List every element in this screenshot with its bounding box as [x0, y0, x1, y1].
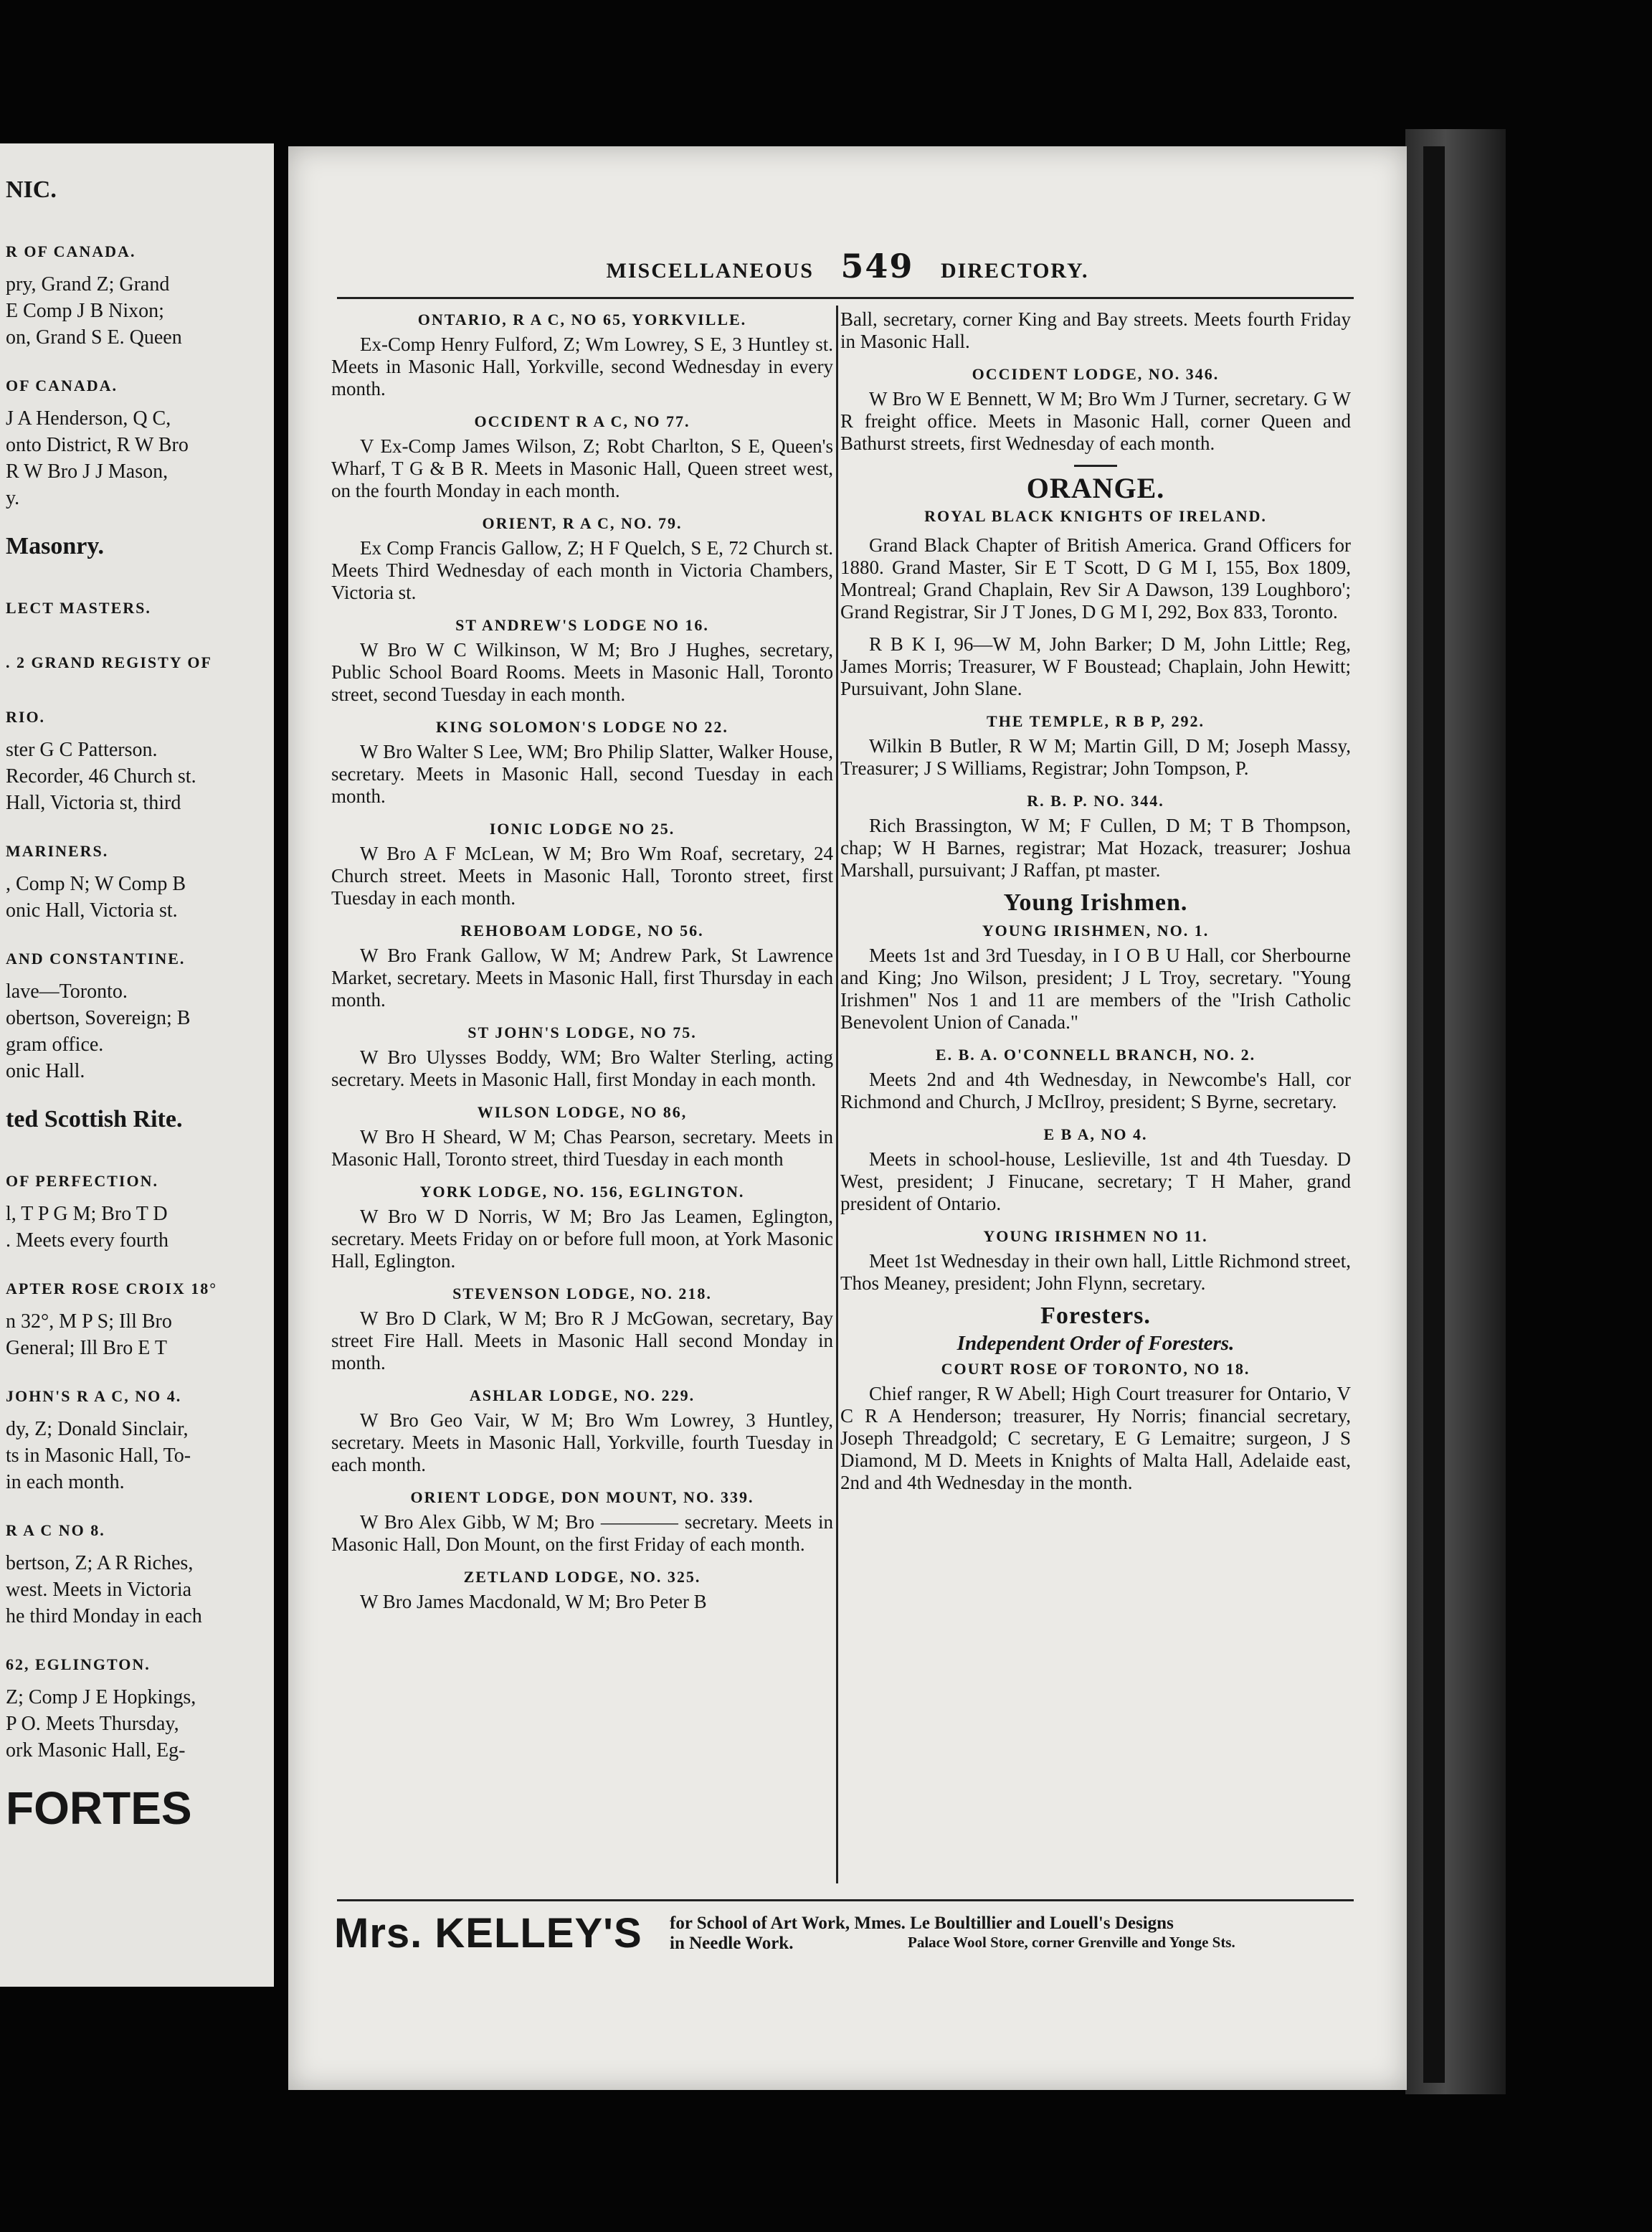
entry-body: Grand Black Chapter of British America. Grand Officers for 1880. Grand Master, Sir E T Scott, D G M I, 155, Box 1809, Montreal; Grand Chaplain, Rev Sir A Dawson, 139 Loughboro'; Grand Registrar, Sir J T Jones, D G M I, 292, Box 833, Toronto. — [840, 534, 1351, 623]
left-page-line: OF CANADA. — [6, 377, 118, 394]
lodge-entry — [331, 1101, 833, 1171]
book-binding-shadow — [1405, 129, 1506, 2094]
lodge-entry — [331, 1384, 833, 1476]
left-page-line: 62, EGLINGTON. — [6, 1655, 151, 1673]
lodge-entry — [331, 1181, 833, 1272]
entry-title: ORIENT, R A C, NO. 79. — [482, 514, 683, 532]
entry-title: THE TEMPLE, R B P, 292. — [987, 712, 1205, 730]
entry-title: ST ANDREW'S LODGE NO 16. — [455, 616, 709, 634]
entry-body: W Bro D Clark, W M; Bro R J McGowan, secretary, Bay street Fire Hall. Meets in Masonic Hall second Monday in month. — [331, 1307, 833, 1373]
entry-title: YOUNG IRISHMEN NO 11. — [983, 1227, 1208, 1245]
left-page-line: Recorder, 46 Church st. — [6, 765, 196, 788]
left-page-line: Hall, Victoria st, third — [6, 792, 181, 814]
column-divider — [836, 306, 838, 1883]
column-right — [840, 308, 1351, 1504]
entry-rbki — [840, 633, 1351, 700]
entry-title: ASHLAR LODGE, NO. 229. — [469, 1386, 696, 1404]
left-page-line: , Comp N; W Comp B — [6, 873, 186, 895]
entry-body: W Bro Alex Gibb, W M; Bro ———— secretary. Meets in Masonic Hall, Don Mount, on the first Friday of each month. — [331, 1511, 833, 1555]
entry-title: COURT ROSE OF TORONTO, NO 18. — [941, 1360, 1250, 1378]
left-page-line: gram office. — [6, 1034, 104, 1056]
entry-title: IONIC LODGE NO 25. — [489, 820, 675, 838]
left-page-line: AND CONSTANTINE. — [6, 950, 186, 968]
entry-title: ZETLAND LODGE, NO. 325. — [463, 1568, 701, 1586]
left-page-line: R W Bro J J Mason, — [6, 460, 168, 483]
lodge-entry — [331, 1566, 833, 1613]
left-page-line: ster G C Patterson. — [6, 739, 158, 761]
entry-body: Meets in school-house, Leslieville, 1st and 4th Tuesday. D West, president; J Finucane, secretary; T H Maher, grand president of Ontario. — [840, 1148, 1351, 1214]
left-page-line: . 2 GRAND REGISTY OF — [6, 653, 212, 671]
advert-line-1: for School of Art Work, Mmes. Le Boultillier and Louell's Designs — [670, 1914, 1174, 1933]
left-page-line: in each month. — [6, 1471, 125, 1493]
entry-title: OCCIDENT LODGE, NO. 346. — [972, 365, 1220, 383]
entry-eba-4 — [840, 1123, 1351, 1215]
section-subheading-italic: Independent Order of Foresters. — [956, 1332, 1235, 1355]
left-page-line: Z; Comp J E Hopkings, — [6, 1686, 196, 1708]
entry-the-temple — [840, 710, 1351, 780]
left-page-line: . Meets every fourth — [6, 1229, 169, 1252]
left-page-line: pry, Grand Z; Grand — [6, 273, 170, 295]
left-page-line: P O. Meets Thursday, — [6, 1713, 179, 1735]
entry-body: W Bro Ulysses Boddy, WM; Bro Walter Sterling, acting secretary. Meets in Masonic Hall, first Monday in each month. — [331, 1046, 833, 1090]
directory-page — [288, 146, 1407, 2090]
section-rule — [1074, 465, 1117, 467]
entry-body: W Bro H Sheard, W M; Chas Pearson, secretary. Meets in Masonic Hall, Toronto street, third Tuesday in each month — [331, 1126, 833, 1170]
column-left — [331, 308, 833, 1623]
left-page-line: onto District, R W Bro — [6, 434, 189, 456]
left-page-line: ted Scottish Rite. — [6, 1107, 183, 1132]
entry-body: Ball, secretary, corner King and Bay streets. Meets fourth Friday in Masonic Hall. — [840, 308, 1351, 352]
entry-body: W Bro W C Wilkinson, W M; Bro J Hughes, secretary, Public School Board Rooms. Meets in Masonic Hall, Toronto street, second Tuesday in each month. — [331, 639, 833, 705]
entry-title: R. B. P. NO. 344. — [1027, 792, 1164, 810]
left-page-line: LECT MASTERS. — [6, 599, 151, 617]
entry-body: W Bro Frank Gallow, W M; Andrew Park, St Lawrence Market, secretary. Meets in Masonic Hall, first Thursday in each month. — [331, 945, 833, 1011]
entry-title: YORK LODGE, NO. 156, EGLINGTON. — [419, 1183, 745, 1201]
entry-body: W Bro James Macdonald, W M; Bro Peter B — [360, 1591, 707, 1612]
entry-title: ST JOHN'S LODGE, NO 75. — [467, 1023, 697, 1041]
entry-eba-oconnell — [840, 1044, 1351, 1113]
lodge-entry — [331, 1486, 833, 1556]
lodge-entry — [331, 1021, 833, 1091]
entry-title: ORIENT LODGE, DON MOUNT, NO. 339. — [410, 1488, 754, 1506]
header-rule — [337, 297, 1354, 299]
left-page-line: ts in Masonic Hall, To- — [6, 1444, 191, 1467]
left-page-line: onic Hall. — [6, 1060, 85, 1082]
section-heading-young-irishmen: Young Irishmen. — [1003, 889, 1188, 916]
left-page-line: lave—Toronto. — [6, 980, 128, 1003]
left-page-line: General; Ill Bro E T — [6, 1337, 167, 1359]
left-page-line: NIC. — [6, 178, 57, 202]
left-page-line: R A C NO 8. — [6, 1521, 105, 1539]
entry-body: W Bro Geo Vair, W M; Bro Wm Lowrey, 3 Huntley, secretary. Meets in Masonic Hall, Yorkville, fourth Tuesday in each month. — [331, 1409, 833, 1475]
left-page-line: APTER ROSE CROIX 18° — [6, 1280, 218, 1297]
left-page-line: dy, Z; Donald Sinclair, — [6, 1418, 189, 1440]
lodge-entry — [331, 818, 833, 909]
entry-title: YOUNG IRISHMEN, NO. 1. — [982, 922, 1210, 940]
section-heading-orange: ORANGE. — [1026, 472, 1165, 504]
advert-name: Mrs. KELLEY'S — [334, 1910, 642, 1957]
page-header — [288, 247, 1407, 290]
continuation-entry — [840, 308, 1351, 353]
left-page-line: on, Grand S E. Queen — [6, 326, 182, 349]
entry-body: Meets 2nd and 4th Wednesday, in Newcombe's Hall, cor Richmond and Church, J McIlroy, president; S Byrne, secretary. — [840, 1069, 1351, 1112]
entry-body: W Bro W E Bennett, W M; Bro Wm J Turner, secretary. G W R freight office. Meets in Masonic Hall, corner Queen and Bathurst streets, first Wednesday of each month. — [840, 388, 1351, 454]
left-page-line: J A Henderson, Q C, — [6, 407, 171, 430]
advert-line-3: Palace Wool Store, corner Grenville and Yonge Sts. — [908, 1934, 1235, 1951]
left-page-line: bertson, Z; A R Riches, — [6, 1552, 194, 1574]
lodge-entry — [331, 410, 833, 502]
entry-occident-lodge — [840, 363, 1351, 455]
lodge-entry — [331, 1282, 833, 1374]
footer-rule — [337, 1899, 1354, 1901]
entry-rbp-344 — [840, 790, 1351, 881]
left-page-line: he third Monday in each — [6, 1605, 202, 1627]
entry-title: STEVENSON LODGE, NO. 218. — [452, 1285, 712, 1302]
entry-young-irishmen-11 — [840, 1225, 1351, 1295]
left-page-line: OF PERFECTION. — [6, 1172, 158, 1190]
header-right: DIRECTORY. — [940, 259, 1089, 283]
left-page-fragment — [0, 143, 274, 1987]
entry-body: W Bro A F McLean, W M; Bro Wm Roaf, secretary, 24 Church street. Meets in Masonic Hall, Toronto street, first Tuesday in each month. — [331, 843, 833, 909]
entry-body: Wilkin B Butler, R W M; Martin Gill, D M; Joseph Massy, Treasurer; J S Williams, Registrar; John Tompson, P. — [840, 735, 1351, 779]
entry-body: Rich Brassington, W M; F Cullen, D M; T B Thompson, chap; W H Barnes, registrar; Mat Hozack, treasurer; Joshua Marshall, pursuivant; J Raffan, pt master. — [840, 815, 1351, 881]
entry-body: R B K I, 96—W M, John Barker; D M, John Little; Reg, James Morris; Treasurer, W F Boustead; Chaplain, John Hewitt; Pursuivant, John Slane. — [840, 633, 1351, 699]
entry-young-irishmen-1 — [840, 919, 1351, 1034]
left-page-line: n 32°, M P S; Ill Bro — [6, 1310, 172, 1333]
entry-body: Ex Comp Francis Gallow, Z; H F Quelch, S E, 72 Church st. Meets Third Wednesday of each month in Victoria Chambers, Victoria st. — [331, 537, 833, 603]
entry-body: W Bro Walter S Lee, WM; Bro Philip Slatter, Walker House, secretary. Meets in Masonic Hall, second Tuesday in each month. — [331, 741, 833, 807]
left-page-line: FORTES — [6, 1783, 192, 1833]
section-heading-foresters: Foresters. — [1040, 1302, 1151, 1329]
lodge-entry — [331, 614, 833, 706]
page-edge-shadow — [1423, 146, 1445, 2083]
header-left: MISCELLANEOUS — [606, 259, 814, 283]
lodge-entry — [331, 716, 833, 808]
entry-body: V Ex-Comp James Wilson, Z; Robt Charlton, S E, Queen's Wharf, T G & B R. Meets in Masonic Hall, Queen street west, on the fourth Monday in each month. — [331, 435, 833, 501]
left-page-line: R OF CANADA. — [6, 242, 136, 260]
entry-title: KING SOLOMON'S LODGE NO 22. — [436, 718, 728, 736]
lodge-entry — [331, 308, 833, 400]
lodge-entry — [331, 512, 833, 604]
entry-body: Meet 1st Wednesday in their own hall, Little Richmond street, Thos Meaney, president; John Flynn, secretary. — [840, 1250, 1351, 1294]
entry-title: ONTARIO, R A C, NO 65, YORKVILLE. — [417, 311, 747, 328]
entry-body: Chief ranger, R W Abell; High Court treasurer for Ontario, V C R A Henderson; treasurer, Hy Norris; financial secretary, Joseph Threadgold; C secretary, E G Lemaitre; surgeon, J S Diamond, M D. Meets in Knights of Malta Hall, Adelaide east, 2nd and 4th Wednesday in the month. — [840, 1383, 1351, 1493]
entry-title: E B A, NO 4. — [1043, 1125, 1148, 1143]
left-page-line: RIO. — [6, 708, 46, 726]
entry-title: OCCIDENT R A C, NO 77. — [474, 412, 690, 430]
left-page-line: Masonry. — [6, 534, 104, 559]
entry-title: REHOBOAM LODGE, NO 56. — [460, 922, 704, 940]
section-subheading: ROYAL BLACK KNIGHTS OF IRELAND. — [924, 507, 1267, 525]
lodge-entry — [331, 919, 833, 1011]
entry-title: E. B. A. O'CONNELL BRANCH, NO. 2. — [935, 1046, 1256, 1064]
entry-title: WILSON LODGE, NO 86, — [477, 1103, 688, 1121]
left-page-line: ork Masonic Hall, Eg- — [6, 1739, 186, 1762]
entry-grand-black-chapter — [840, 534, 1351, 623]
left-page-line: y. — [6, 487, 20, 509]
left-page-line: west. Meets in Victoria — [6, 1579, 192, 1601]
left-page-line: E Comp J B Nixon; — [6, 300, 164, 322]
entry-body: Meets 1st and 3rd Tuesday, in I O B U Hall, cor Sherbourne and King; Jno Wilson, president; J L Troy, secretary. "Young Irishmen" Nos 1 and 11 are members of the "Irish Catholic Benevolent Union of Canada." — [840, 945, 1351, 1033]
entry-body: W Bro W D Norris, W M; Bro Jas Leamen, Eglington, secretary. Meets Friday on or before full moon, at York Masonic Hall, Eglington. — [331, 1206, 833, 1272]
left-page-line: l, T P G M; Bro T D — [6, 1203, 168, 1225]
left-page-line: onic Hall, Victoria st. — [6, 899, 178, 922]
left-page-line: MARINERS. — [6, 842, 109, 860]
entry-body: Ex-Comp Henry Fulford, Z; Wm Lowrey, S E, 3 Huntley st. Meets in Masonic Hall, Yorkville, second Wednesday in every month. — [331, 334, 833, 399]
advert-line-2: in Needle Work. — [670, 1934, 794, 1953]
entry-court-rose — [840, 1358, 1351, 1494]
left-page-line: JOHN'S R A C, NO 4. — [6, 1387, 182, 1405]
advertisement-banner — [334, 1909, 1352, 1959]
left-page-line: obertson, Sovereign; B — [6, 1007, 191, 1029]
page-number: 549 — [840, 247, 914, 285]
